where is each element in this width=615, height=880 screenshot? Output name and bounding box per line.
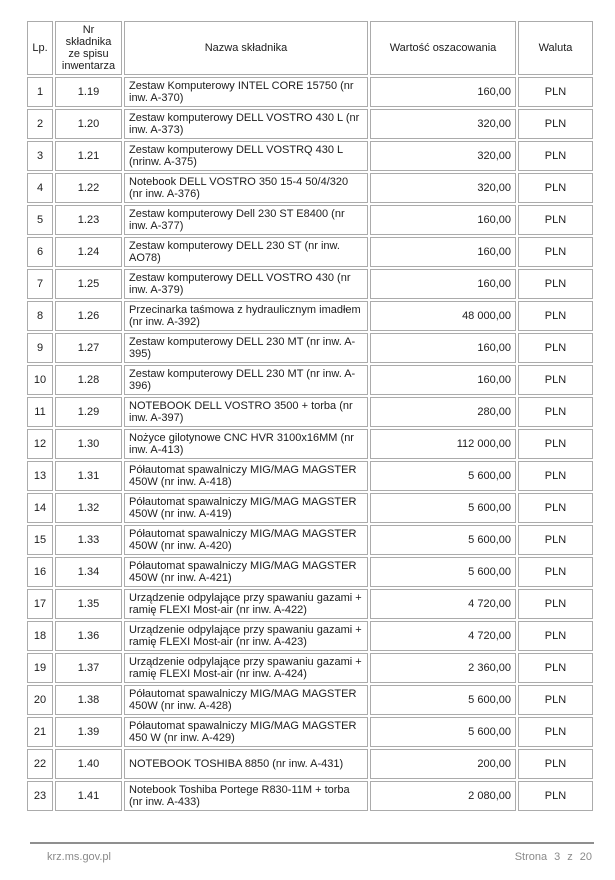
table-row xyxy=(27,429,593,459)
cell-valuation: 200,00 xyxy=(370,749,516,779)
cell-valuation: 5 600,00 xyxy=(370,493,516,523)
cell-valuation: 48 000,00 xyxy=(370,301,516,331)
cell-item-name: Urządzenie odpylające przy spawaniu gazami + ramię FLEXI Most-air (nr inw. A-424) xyxy=(124,653,368,683)
cell-valuation: 5 600,00 xyxy=(370,461,516,491)
cell-inventory-number: 1.37 xyxy=(55,653,122,683)
table-row xyxy=(27,525,593,555)
cell-inventory-number: 1.41 xyxy=(55,781,122,811)
cell-item-name: Urządzenie odpylające przy spawaniu gazami + ramię FLEXI Most-air (nr inw. A-423) xyxy=(124,621,368,651)
cell-item-name: Półautomat spawalniczy MIG/MAG MAGSTER 450W (nr inw. A-421) xyxy=(124,557,368,587)
cell-lp: 10 xyxy=(27,365,53,395)
cell-currency: PLN xyxy=(518,653,593,683)
table-row xyxy=(27,621,593,651)
cell-valuation: 112 000,00 xyxy=(370,429,516,459)
cell-currency: PLN xyxy=(518,173,593,203)
cell-valuation: 2 360,00 xyxy=(370,653,516,683)
cell-valuation: 160,00 xyxy=(370,269,516,299)
cell-item-name: Półautomat spawalniczy MIG/MAG MAGSTER 450W (nr inw. A-428) xyxy=(124,685,368,715)
cell-lp: 3 xyxy=(27,141,53,171)
cell-item-name: Zestaw Komputerowy INTEL CORE 15750 (nr inw. A-370) xyxy=(124,77,368,107)
table-row xyxy=(27,205,593,235)
cell-valuation: 160,00 xyxy=(370,205,516,235)
cell-lp: 8 xyxy=(27,301,53,331)
cell-valuation: 160,00 xyxy=(370,333,516,363)
cell-currency: PLN xyxy=(518,461,593,491)
table-row xyxy=(27,557,593,587)
cell-currency: PLN xyxy=(518,717,593,747)
cell-lp: 4 xyxy=(27,173,53,203)
cell-item-name: Notebook Toshiba Portege R830-11M + torba (nr inw. A-433) xyxy=(124,781,368,811)
cell-lp: 23 xyxy=(27,781,53,811)
cell-item-name: Nożyce gilotynowe CNC HVR 3100x16MM (nr inw. A-413) xyxy=(124,429,368,459)
cell-currency: PLN xyxy=(518,589,593,619)
footer-site-url: krz.ms.gov.pl xyxy=(47,851,111,863)
table-row xyxy=(27,781,593,811)
cell-currency: PLN xyxy=(518,269,593,299)
cell-currency: PLN xyxy=(518,781,593,811)
cell-lp: 14 xyxy=(27,493,53,523)
cell-valuation: 160,00 xyxy=(370,365,516,395)
table-row xyxy=(27,653,593,683)
cell-lp: 16 xyxy=(27,557,53,587)
footer-page-indicator xyxy=(515,851,592,863)
column-header-value: Wartość oszacowania xyxy=(370,21,516,75)
footer-page-label: Strona xyxy=(514,851,548,863)
cell-item-name: Notebook DELL VOSTRO 350 15-4 50/4/320 (nr inw. A-376) xyxy=(124,173,368,203)
cell-inventory-number: 1.34 xyxy=(55,557,122,587)
table-row xyxy=(27,717,593,747)
cell-inventory-number: 1.32 xyxy=(55,493,122,523)
cell-lp: 6 xyxy=(27,237,53,267)
table-row xyxy=(27,589,593,619)
cell-valuation: 5 600,00 xyxy=(370,685,516,715)
cell-item-name: Przecinarka taśmowa z hydraulicznym imadłem (nr inw. A-392) xyxy=(124,301,368,331)
cell-valuation: 4 720,00 xyxy=(370,621,516,651)
cell-valuation: 160,00 xyxy=(370,77,516,107)
cell-lp: 15 xyxy=(27,525,53,555)
table-row xyxy=(27,397,593,427)
cell-inventory-number: 1.33 xyxy=(55,525,122,555)
cell-inventory-number: 1.38 xyxy=(55,685,122,715)
cell-valuation: 280,00 xyxy=(370,397,516,427)
cell-currency: PLN xyxy=(518,493,593,523)
cell-currency: PLN xyxy=(518,621,593,651)
cell-inventory-number: 1.27 xyxy=(55,333,122,363)
cell-lp: 19 xyxy=(27,653,53,683)
cell-inventory-number: 1.36 xyxy=(55,621,122,651)
cell-lp: 13 xyxy=(27,461,53,491)
cell-lp: 18 xyxy=(27,621,53,651)
cell-item-name: Urządzenie odpylające przy spawaniu gazami + ramię FLEXI Most-air (nr inw. A-422) xyxy=(124,589,368,619)
cell-inventory-number: 1.40 xyxy=(55,749,122,779)
cell-inventory-number: 1.22 xyxy=(55,173,122,203)
cell-valuation: 5 600,00 xyxy=(370,525,516,555)
cell-inventory-number: 1.26 xyxy=(55,301,122,331)
cell-valuation: 2 080,00 xyxy=(370,781,516,811)
cell-lp: 2 xyxy=(27,109,53,139)
cell-lp: 12 xyxy=(27,429,53,459)
cell-valuation: 4 720,00 xyxy=(370,589,516,619)
cell-valuation: 160,00 xyxy=(370,237,516,267)
cell-inventory-number: 1.39 xyxy=(55,717,122,747)
footer-divider xyxy=(30,842,594,844)
table-row xyxy=(27,749,593,779)
table-row xyxy=(27,333,593,363)
cell-inventory-number: 1.24 xyxy=(55,237,122,267)
cell-currency: PLN xyxy=(518,685,593,715)
table-row xyxy=(27,461,593,491)
column-header-nr: Nr składnika ze spisu inwentarza xyxy=(55,21,122,75)
cell-currency: PLN xyxy=(518,205,593,235)
cell-inventory-number: 1.25 xyxy=(55,269,122,299)
cell-item-name: Półautomat spawalniczy MIG/MAG MAGSTER 450W (nr inw. A-420) xyxy=(124,525,368,555)
cell-item-name: Zestaw komputerowy Dell 230 ST E8400 (nr inw. A-377) xyxy=(124,205,368,235)
cell-inventory-number: 1.35 xyxy=(55,589,122,619)
cell-currency: PLN xyxy=(518,525,593,555)
cell-inventory-number: 1.29 xyxy=(55,397,122,427)
cell-currency: PLN xyxy=(518,333,593,363)
cell-item-name: Półautomat spawalniczy MIG/MAG MAGSTER 450 W (nr inw. A-429) xyxy=(124,717,368,747)
cell-lp: 11 xyxy=(27,397,53,427)
inventory-table xyxy=(25,19,595,813)
cell-item-name: Zestaw komputerowy DELL 230 MT (nr inw. A-396) xyxy=(124,365,368,395)
cell-item-name: Półautomat spawalniczy MIG/MAG MAGSTER 450W (nr inw. A-419) xyxy=(124,493,368,523)
cell-lp: 9 xyxy=(27,333,53,363)
cell-valuation: 320,00 xyxy=(370,141,516,171)
cell-lp: 7 xyxy=(27,269,53,299)
cell-inventory-number: 1.19 xyxy=(55,77,122,107)
cell-currency: PLN xyxy=(518,301,593,331)
cell-lp: 1 xyxy=(27,77,53,107)
cell-inventory-number: 1.28 xyxy=(55,365,122,395)
table-row xyxy=(27,237,593,267)
cell-inventory-number: 1.20 xyxy=(55,109,122,139)
cell-currency: PLN xyxy=(518,429,593,459)
column-header-currency: Waluta xyxy=(518,21,593,75)
table-row xyxy=(27,301,593,331)
cell-lp: 20 xyxy=(27,685,53,715)
cell-item-name: NOTEBOOK DELL VOSTRO 3500 + torba (nr inw. A-397) xyxy=(124,397,368,427)
cell-item-name: Zestaw komputerowy DELL VOSTRQ 430 L (nrinw. A-375) xyxy=(124,141,368,171)
cell-inventory-number: 1.30 xyxy=(55,429,122,459)
cell-currency: PLN xyxy=(518,77,593,107)
cell-currency: PLN xyxy=(518,397,593,427)
footer-page-current: 3 xyxy=(554,851,561,863)
footer-page-separator: z xyxy=(567,851,573,863)
cell-lp: 21 xyxy=(27,717,53,747)
cell-valuation: 320,00 xyxy=(370,173,516,203)
cell-currency: PLN xyxy=(518,365,593,395)
cell-currency: PLN xyxy=(518,141,593,171)
cell-lp: 17 xyxy=(27,589,53,619)
column-header-name: Nazwa składnika xyxy=(124,21,368,75)
cell-currency: PLN xyxy=(518,557,593,587)
cell-lp: 5 xyxy=(27,205,53,235)
cell-item-name: Zestaw komputerowy DELL VOSTRO 430 (nr inw. A-379) xyxy=(124,269,368,299)
table-row xyxy=(27,77,593,107)
cell-currency: PLN xyxy=(518,237,593,267)
table-header-row xyxy=(27,21,593,75)
cell-currency: PLN xyxy=(518,749,593,779)
table-row xyxy=(27,141,593,171)
cell-lp: 22 xyxy=(27,749,53,779)
cell-valuation: 320,00 xyxy=(370,109,516,139)
table-row xyxy=(27,269,593,299)
table-row xyxy=(27,685,593,715)
cell-item-name: Zestaw komputerowy DELL 230 MT (nr inw. A-395) xyxy=(124,333,368,363)
cell-inventory-number: 1.23 xyxy=(55,205,122,235)
footer-page-total: 20 xyxy=(579,851,592,863)
table-row xyxy=(27,493,593,523)
cell-item-name: Zestaw komputerowy DELL 230 ST (nr inw. AO78) xyxy=(124,237,368,267)
cell-currency: PLN xyxy=(518,109,593,139)
cell-valuation: 5 600,00 xyxy=(370,557,516,587)
table-row xyxy=(27,365,593,395)
cell-inventory-number: 1.21 xyxy=(55,141,122,171)
cell-valuation: 5 600,00 xyxy=(370,717,516,747)
cell-inventory-number: 1.31 xyxy=(55,461,122,491)
cell-item-name: Półautomat spawalniczy MIG/MAG MAGSTER 450W (nr inw. A-418) xyxy=(124,461,368,491)
column-header-lp: Lp. xyxy=(27,21,53,75)
table-body xyxy=(27,77,593,811)
table-row xyxy=(27,173,593,203)
table-row xyxy=(27,109,593,139)
cell-item-name: Zestaw komputerowy DELL VOSTRO 430 L (nr inw. A-373) xyxy=(124,109,368,139)
cell-item-name: NOTEBOOK TOSHIBA 8850 (nr inw. A-431) xyxy=(124,749,368,779)
